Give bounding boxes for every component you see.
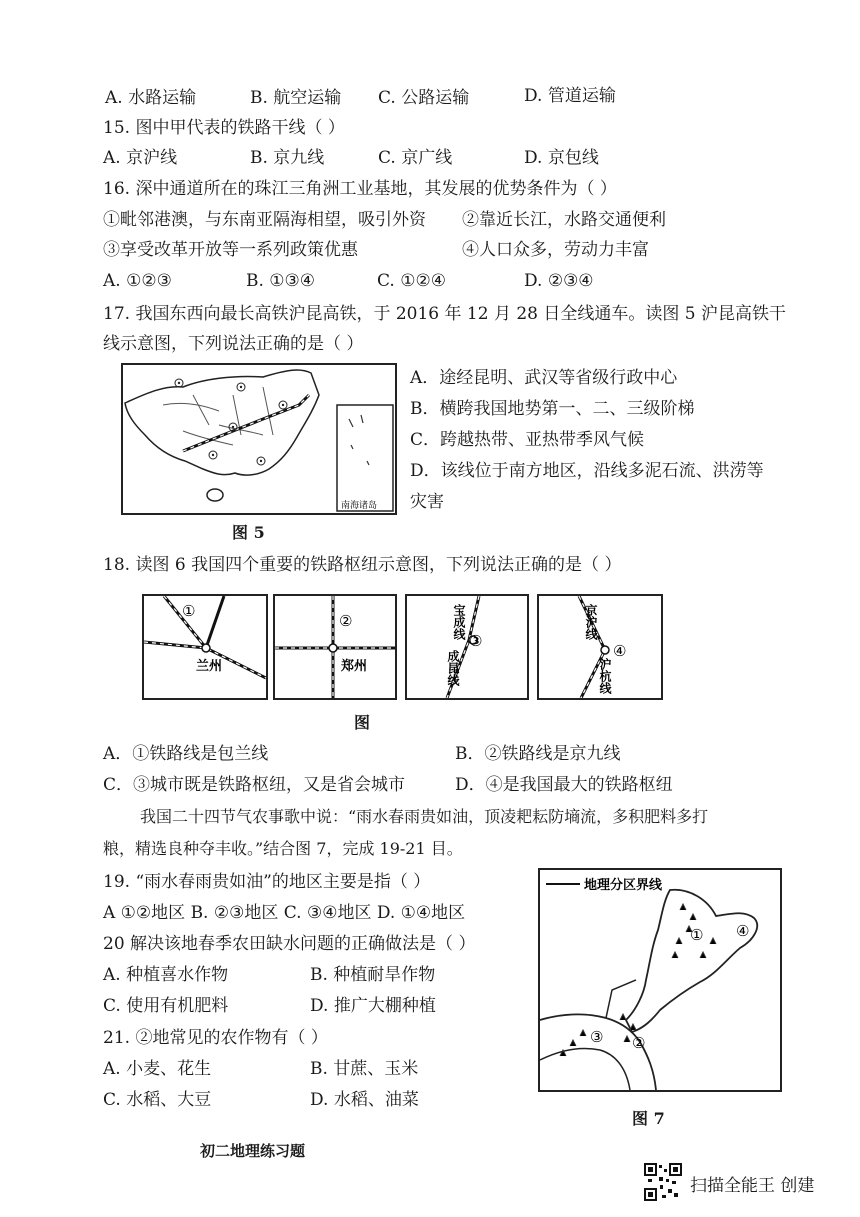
q21-option-b: B. 甘蔗、玉米 xyxy=(310,1059,419,1079)
hub-1-city: 兰州 xyxy=(196,659,223,674)
q21-option-d: D. 水稻、油菜 xyxy=(310,1090,419,1110)
q16-option-c: C. ①②④ xyxy=(377,271,446,291)
q18-stem: 18. 读图 6 我国四个重要的铁路枢纽示意图，下列说法正确的是（ ） xyxy=(103,555,622,575)
hub-panel-2 xyxy=(273,594,397,700)
qr-code-icon xyxy=(644,1163,682,1201)
hub-3-line-top: 宝成线 xyxy=(452,604,466,640)
hub-panel-3 xyxy=(405,594,529,700)
q17-option-d: D．该线位于南方地区，沿线多泥石流、洪涝等 xyxy=(410,461,764,481)
hukun-railway-map xyxy=(123,365,395,513)
q14-option-b: B. 航空运输 xyxy=(250,88,342,108)
q21-option-a: A. 小麦、花生 xyxy=(103,1059,212,1079)
q17-option-b: B．横跨我国地势第一、二、三级阶梯 xyxy=(410,399,695,419)
hub-panel-4 xyxy=(537,594,663,700)
figure-7-caption: 图 7 xyxy=(632,1109,665,1128)
q16-stem: 16. 深中通道所在的珠江三角洲工业基地，其发展的优势条件为（ ） xyxy=(103,179,617,199)
q20-option-d: D. 推广大棚种植 xyxy=(310,996,436,1016)
hub-3-line-bottom: 成昆线 xyxy=(446,650,460,686)
q19-stem: 19. “雨水春雨贵如油”的地区主要是指（ ） xyxy=(103,872,431,892)
q20-option-c: C. 使用有机肥料 xyxy=(103,996,229,1016)
figure-7-map xyxy=(538,868,782,1092)
hub-4-line-top: 京沪线 xyxy=(584,604,598,640)
q14-option-a: A. 水路运输 xyxy=(105,88,197,108)
inset-label: 南海诸岛 xyxy=(341,501,378,511)
fig7-marker-1: ① xyxy=(690,926,704,944)
q16-option-d: D. ②③④ xyxy=(524,271,594,291)
q17-stem-line2: 线示意图，下列说法正确的是（ ） xyxy=(103,334,364,354)
figure-6-caption: 图 xyxy=(354,713,371,732)
q16-condition-4: ④人口众多，劳动力丰富 xyxy=(462,240,649,260)
fig7-marker-3: ③ xyxy=(590,1028,604,1046)
q16-option-a: A. ①②③ xyxy=(103,271,172,291)
q15-option-a: A. 京沪线 xyxy=(103,148,178,168)
q20-option-a: A. 种植喜水作物 xyxy=(103,965,229,985)
hub-2-marker: ② xyxy=(339,612,353,630)
figure-5-map xyxy=(121,363,397,515)
q16-condition-2: ②靠近长江，水路交通便利 xyxy=(462,210,666,230)
q20-stem: 20 解决该地春季农田缺水问题的正确做法是（ ） xyxy=(103,934,476,954)
hub-3-marker: ③ xyxy=(469,632,483,650)
q17-option-c: C．跨越热带、亚热带季风气候 xyxy=(410,430,645,450)
fig7-marker-4: ④ xyxy=(736,922,750,940)
q21-option-c: C. 水稻、大豆 xyxy=(103,1090,212,1110)
q18-option-a: A．①铁路线是包兰线 xyxy=(103,744,269,764)
hub-2-city: 郑州 xyxy=(341,659,368,674)
q17-option-a: A．途经昆明、武汉等省级行政中心 xyxy=(410,368,678,388)
figure-5-caption: 图 5 xyxy=(232,523,265,542)
q19-options: A ①②地区 B. ②③地区 C. ③④地区 D. ①④地区 xyxy=(103,903,466,923)
q14-option-d: D. 管道运输 xyxy=(524,86,616,106)
q21-stem: 21. ②地常见的农作物有（ ） xyxy=(103,1028,328,1048)
q20-option-b: B. 种植耐旱作物 xyxy=(310,965,436,985)
q15-option-d: D. 京包线 xyxy=(524,148,599,168)
q15-stem: 15. 图中甲代表的铁路干线（ ） xyxy=(103,118,345,138)
q15-option-b: B. 京九线 xyxy=(250,148,325,168)
geographic-regions-map xyxy=(540,870,780,1090)
q14-option-c: C. 公路运输 xyxy=(378,88,470,108)
q15-option-c: C. 京广线 xyxy=(378,148,453,168)
q17-option-d-cont: 灾害 xyxy=(410,492,444,512)
q18-option-d: D．④是我国最大的铁路枢纽 xyxy=(455,775,673,795)
hub-4-line-bottom: 沪杭线 xyxy=(598,658,612,694)
page-footer: 初二地理练习题 xyxy=(200,1142,306,1160)
passage-line2: 粮，精选良种夺丰收。”结合图 7，完成 19-21 目。 xyxy=(103,839,463,858)
q17-stem-line1: 17. 我国东西向最长高铁沪昆高铁，于 2016 年 12 月 28 日全线通车。读图 5 沪昆高铁干 xyxy=(103,304,787,324)
q18-option-b: B．②铁路线是京九线 xyxy=(455,744,621,764)
fig7-legend: 地理分区界线 xyxy=(584,878,663,893)
passage-line1: 我国二十四节气农事歌中说：“雨水春雨贵如油，顶凌耙耘防墒流，多积肥料多打 xyxy=(140,807,709,826)
q18-option-c: C．③城市既是铁路枢纽，又是省会城市 xyxy=(103,775,406,795)
scanner-watermark: 扫描全能王 创建 xyxy=(690,1176,815,1196)
q16-option-b: B. ①③④ xyxy=(246,271,316,291)
fig7-marker-2: ② xyxy=(632,1034,646,1052)
q16-condition-3: ③享受改革开放等一系列政策优惠 xyxy=(103,240,358,260)
hub-4-marker: ④ xyxy=(613,642,627,660)
q16-condition-1: ①毗邻港澳，与东南亚隔海相望，吸引外资 xyxy=(103,210,426,230)
hub-panel-1 xyxy=(142,594,268,700)
hub-1-marker: ① xyxy=(182,602,196,620)
